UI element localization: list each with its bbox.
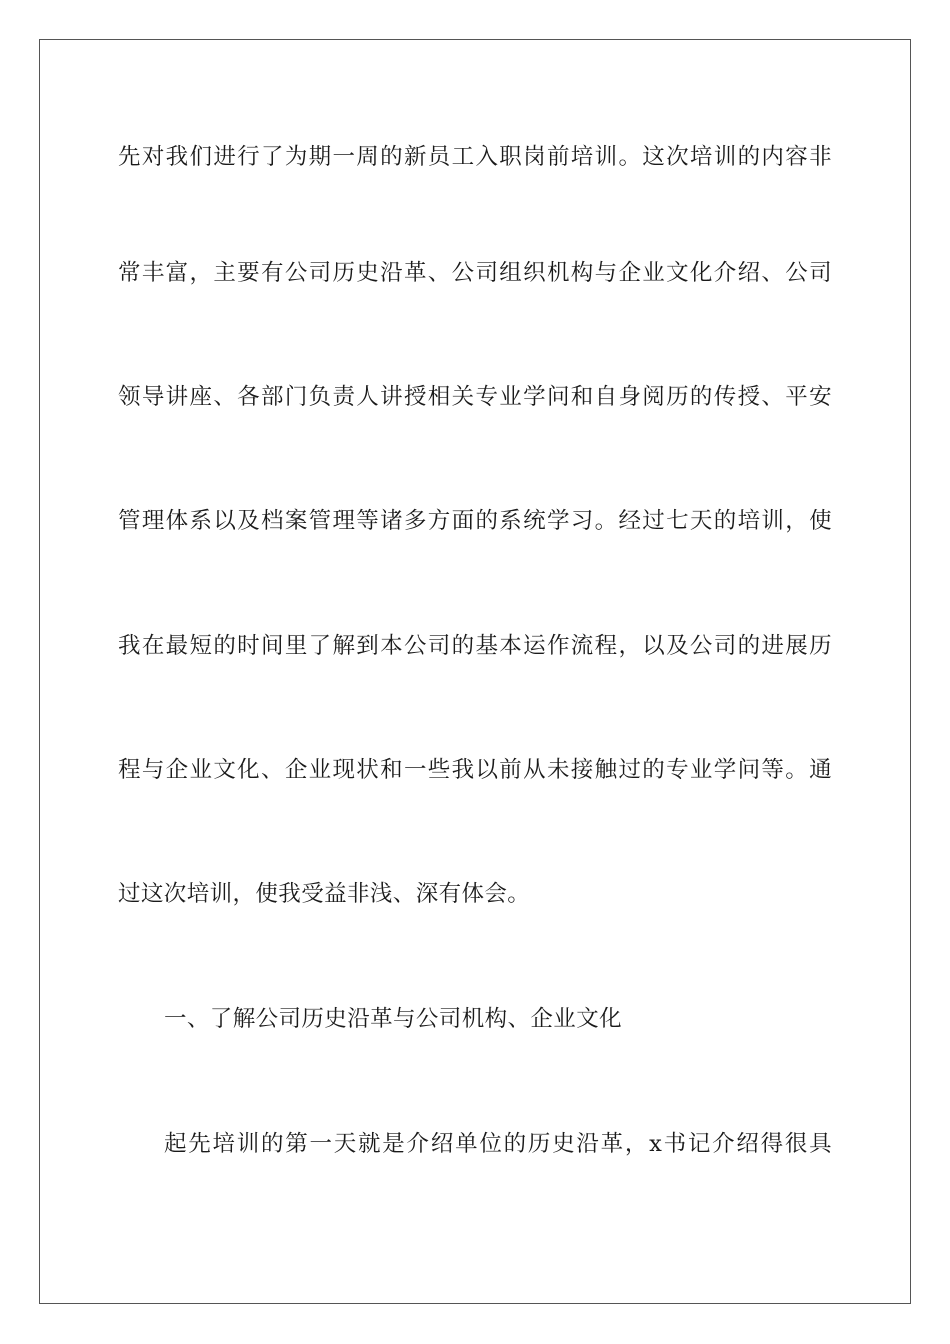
paragraph-line-6: 程与企业文化、企业现状和一些我以前从未接触过的专业学问等。通 — [118, 757, 832, 783]
page-border — [39, 39, 911, 1304]
section-heading: 一、了解公司历史沿革与公司机构、企业文化 — [164, 1006, 623, 1032]
paragraph-line-1: 先对我们进行了为期一周的新员工入职岗前培训。这次培训的内容非 — [118, 144, 832, 170]
paragraph-line-4: 管理体系以及档案管理等诸多方面的系统学习。经过七天的培训，使 — [118, 508, 832, 534]
paragraph-line-2: 常丰富，主要有公司历史沿革、公司组织机构与企业文化介绍、公司 — [118, 260, 832, 286]
paragraph-line-3: 领导讲座、各部门负责人讲授相关专业学问和自身阅历的传授、平安 — [118, 384, 832, 410]
paragraph-line-5: 我在最短的时间里了解到本公司的基本运作流程，以及公司的进展历 — [118, 633, 832, 659]
paragraph-line-7: 过这次培训，使我受益非浅、深有体会。 — [118, 881, 531, 907]
section-paragraph-line-1: 起先培训的第一天就是介绍单位的历史沿革，x书记介绍得很具 — [164, 1131, 832, 1157]
